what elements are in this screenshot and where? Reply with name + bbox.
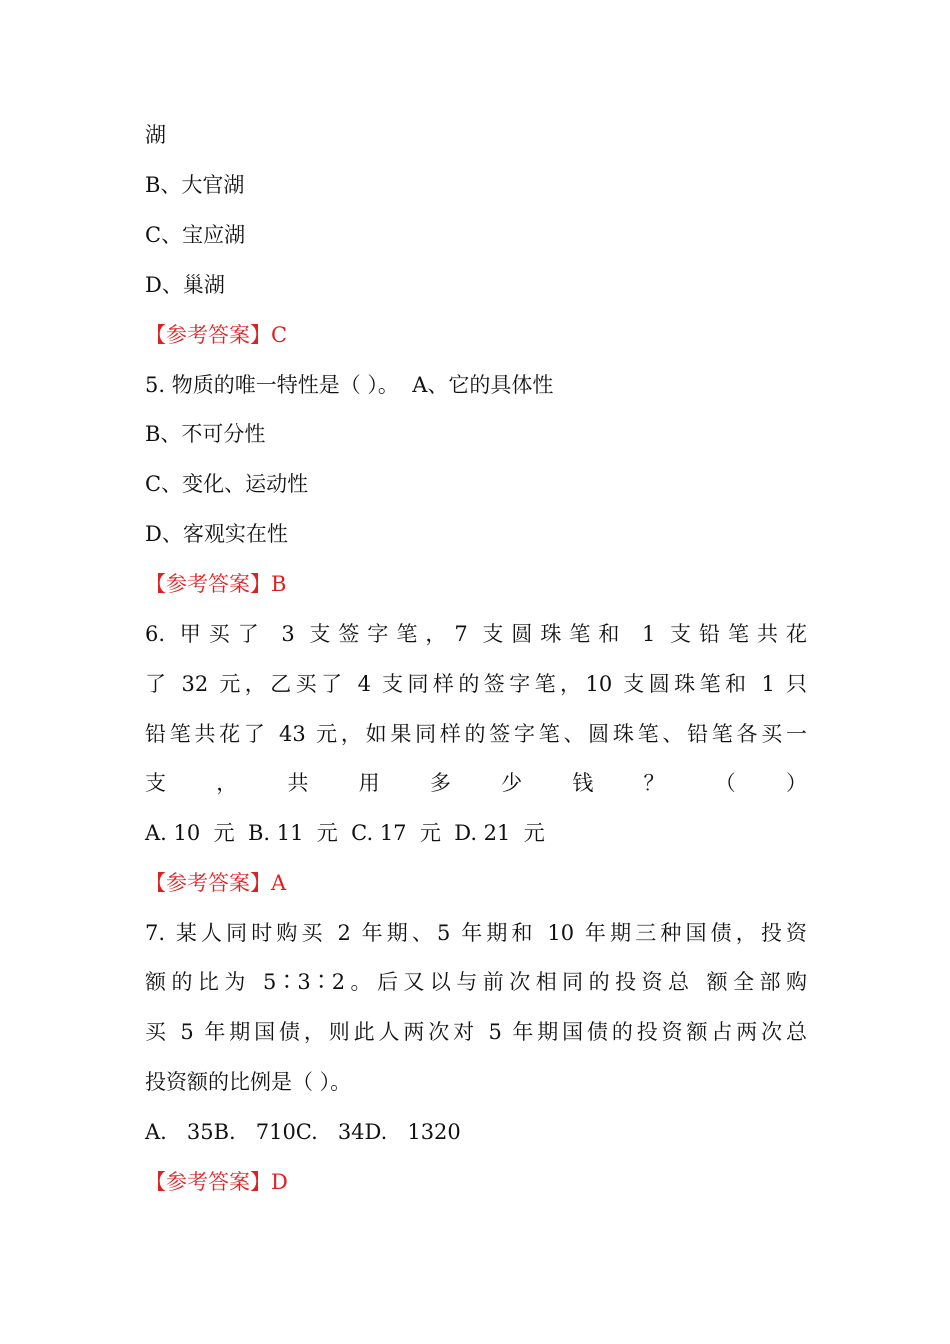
question-5-option-d: D、客观实在性 (145, 522, 288, 546)
answer-value: A (271, 871, 287, 895)
question-7-stem-line-3: 买 5 年期国债，则此人两次对 5 年期国债的投资额占两次总 (145, 1020, 807, 1044)
answer-label: 【参考答案】 (145, 323, 271, 347)
answer-value: B (271, 572, 287, 596)
question-7-stem-line-2: 额的比为 5∶3∶2。后又以与前次相同的投资总 额全部购 (145, 970, 807, 994)
question-5-option-b: B、不可分性 (145, 422, 266, 446)
question-6-stem-line-4: 支 ， 共 用 多 少 钱 ？ （ ） (145, 771, 807, 795)
question-4-continuation: 湖 (145, 123, 166, 147)
question-6-stem-line-2: 了 32 元，乙买了 4 支同样的签字笔，10 支圆珠笔和 1 只 (145, 672, 807, 696)
question-6-answer (145, 865, 807, 901)
question-6-options: A. 10 元 B. 11 元 C. 17 元 D. 21 元 (145, 821, 545, 845)
answer-label: 【参考答案】 (145, 871, 271, 895)
question-4-answer (145, 317, 807, 353)
answer-label: 【参考答案】 (145, 1170, 271, 1194)
question-6-stem-line-3: 铅笔共花了 43 元，如果同样的签字笔、圆珠笔、铅笔各买一 (145, 722, 807, 746)
answer-value: D (271, 1170, 288, 1194)
question-4-option-b: B、大官湖 (145, 173, 245, 197)
question-7-answer (145, 1164, 807, 1200)
question-7-stem-line-1: 7. 某人同时购买 2 年期、5 年期和 10 年期三种国债，投资 (145, 921, 807, 945)
question-4-option-c: C、宝应湖 (145, 223, 246, 247)
question-6-stem-line-1: 6. 甲买了 3 支签字笔，7 支圆珠笔和 1 支铅笔共花 (145, 622, 807, 646)
question-5-stem: 5. 物质的唯一特性是（ ）。 A、它的具体性 (145, 373, 554, 397)
question-5-option-c: C、变化、运动性 (145, 472, 309, 496)
question-4-option-d: D、巢湖 (145, 273, 225, 297)
question-7-stem-line-4: 投资额的比例是（ ）。 (145, 1070, 352, 1094)
answer-label: 【参考答案】 (145, 572, 271, 596)
answer-value: C (271, 323, 288, 347)
question-7-options: A. 35B. 710C. 34D. 1320 (145, 1120, 461, 1144)
question-5-answer (145, 566, 807, 602)
